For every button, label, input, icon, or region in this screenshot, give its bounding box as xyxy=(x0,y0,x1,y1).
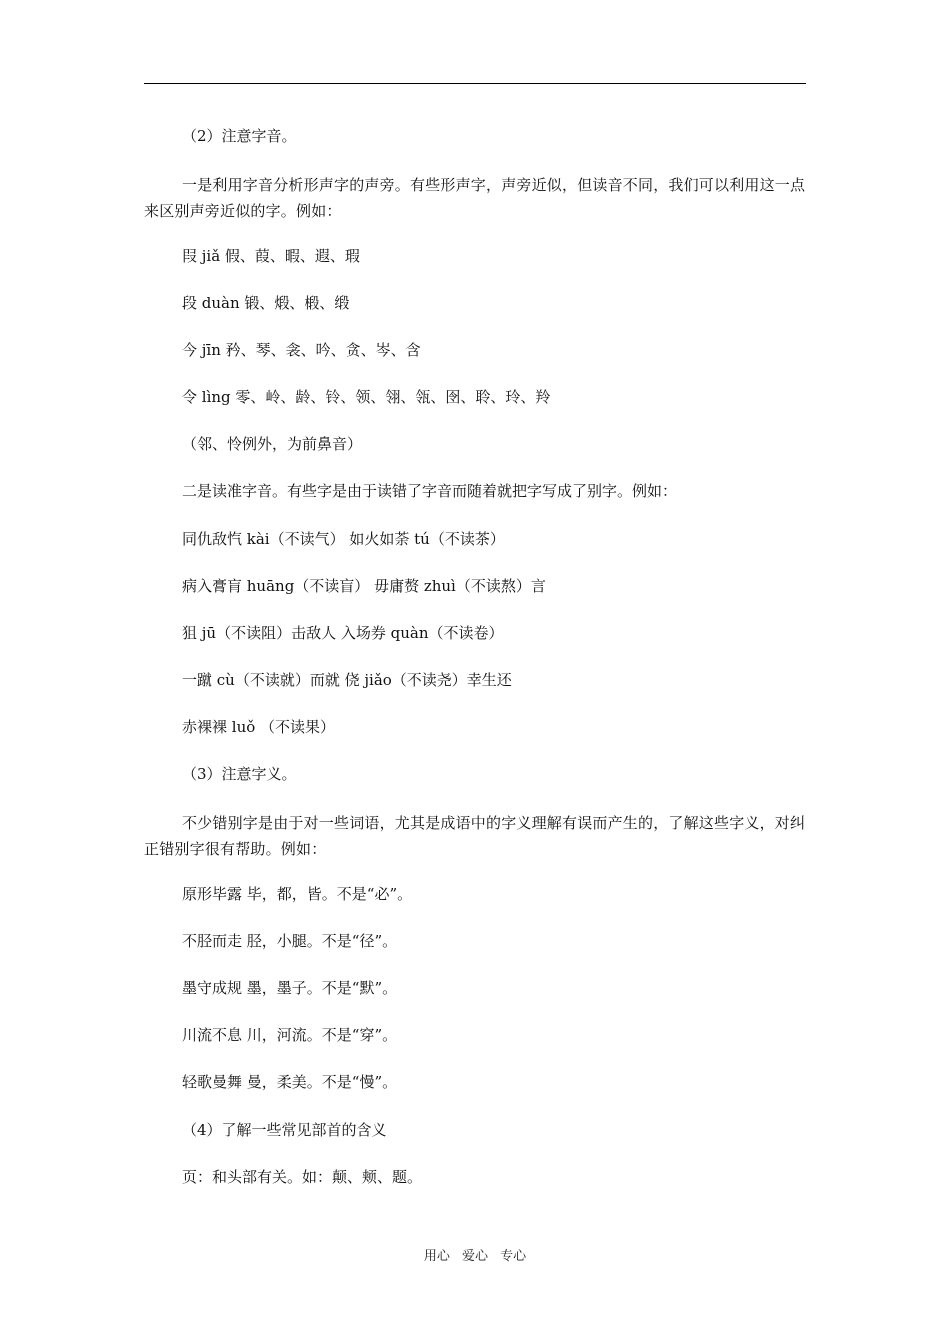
page-footer: 用心 爱心 专心 xyxy=(423,1249,527,1264)
example-line: 狙 jū（不读阻）击敌人 入场券 quàn（不读卷） xyxy=(182,624,504,642)
section-heading-radicals: （4）了解一些常见部首的含义 xyxy=(182,1121,387,1139)
example-note: （邻、怜例外，为前鼻音） xyxy=(182,435,363,453)
header-rule xyxy=(144,83,806,84)
example-line: 赤裸裸 luǒ （不读果） xyxy=(182,718,336,736)
example-line: 轻歌曼舞 曼，柔美。不是“慢”。 xyxy=(182,1073,398,1091)
example-line: 病入膏肓 huāng（不读盲） 毋庸赘 zhuì（不读熬）言 xyxy=(182,577,546,595)
example-line: 原形毕露 毕，都，皆。不是“必”。 xyxy=(182,885,413,903)
example-line: 墨守成规 墨，墨子。不是“默”。 xyxy=(182,979,398,997)
example-line: 不胫而走 胫，小腿。不是“径”。 xyxy=(182,932,398,950)
example-line: 令 lìng 零、岭、龄、铃、领、翎、瓴、囹、聆、玲、羚 xyxy=(182,388,551,406)
paragraph-correct-reading: 二是读准字音。有些字是由于读错了字音而随着就把字写成了别字。例如： xyxy=(182,482,678,500)
example-line: 川流不息 川，河流。不是“穿”。 xyxy=(182,1026,398,1044)
example-line: 今 jīn 矜、琴、衾、吟、贪、岑、含 xyxy=(182,341,421,359)
example-line: 一蹴 cù（不读就）而就 侥 jiǎo（不读尧）幸生还 xyxy=(182,671,512,689)
section-heading-pronunciation: （2）注意字音。 xyxy=(182,127,297,145)
section-heading-meaning: （3）注意字义。 xyxy=(182,765,297,783)
paragraph-phonetic-component: 一是利用字音分析形声字的声旁。有些形声字，声旁近似，但读音不同，我们可以利用这一点来区别声旁近似的字。例如： xyxy=(144,176,806,220)
example-line: 同仇敌忾 kài（不读气） 如火如荼 tú（不读茶） xyxy=(182,530,505,548)
example-line: 叚 jiǎ 假、葭、暇、遐、瑕 xyxy=(182,247,360,265)
paragraph-word-meaning: 不少错别字是由于对一些词语，尤其是成语中的字义理解有误而产生的，了解这些字义，对纠正错别字很有帮助。例如： xyxy=(144,814,806,858)
example-line: 段 duàn 锻、煅、椴、缎 xyxy=(182,294,350,312)
example-line: 页：和头部有关。如：颠、颊、题。 xyxy=(182,1168,423,1186)
